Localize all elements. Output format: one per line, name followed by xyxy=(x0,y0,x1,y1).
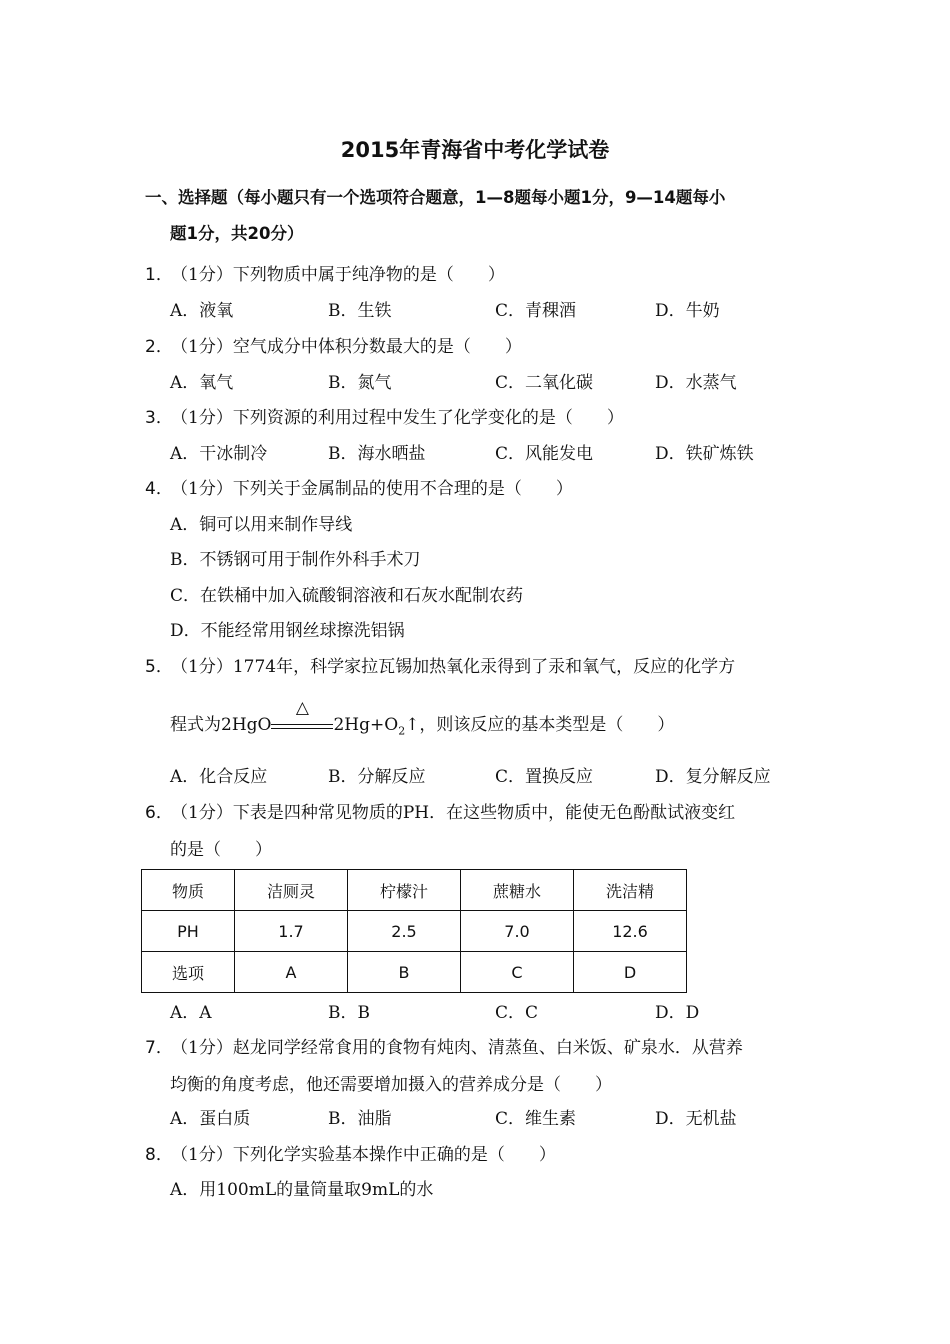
table-row xyxy=(142,870,687,911)
heat-condition-sign xyxy=(271,697,333,736)
option-d: D．D xyxy=(655,1003,700,1023)
table-cell: PH xyxy=(142,911,235,952)
option-d: D．无机盐 xyxy=(655,1109,737,1129)
equation-product: 2Hg+O xyxy=(333,715,399,735)
question-3 xyxy=(145,403,825,428)
option-d: D．不能经常用钢丝球擦洗铝锅 xyxy=(170,621,405,641)
equation-reactant: 程式为2HgO xyxy=(170,715,272,735)
question-4 xyxy=(145,474,825,499)
question-number: 5． xyxy=(145,657,173,677)
table-cell: 选项 xyxy=(142,952,235,993)
option-b: B．分解反应 xyxy=(328,767,426,787)
table-cell: 柠檬汁 xyxy=(348,870,461,911)
chemical-equation-line xyxy=(170,697,675,738)
option-d: D．铁矿炼铁 xyxy=(655,444,754,464)
table-cell: A xyxy=(235,952,348,993)
section-heading-line2: 题1分，共20分） xyxy=(170,224,304,243)
option-a: A．A xyxy=(170,1003,212,1023)
question-text: （1分）空气成分中体积分数最大的是（ ） xyxy=(171,337,522,357)
question-1 xyxy=(145,260,825,285)
table-cell: 蔗糖水 xyxy=(461,870,574,911)
option-c: C．风能发电 xyxy=(495,444,594,464)
question-text: （1分）下列物质中属于纯净物的是（ ） xyxy=(171,265,505,285)
option-a: A．干冰制冷 xyxy=(170,444,268,464)
delta-icon: △ xyxy=(295,697,309,718)
question-2 xyxy=(145,332,825,357)
question-8 xyxy=(145,1140,825,1165)
option-a: A．化合反应 xyxy=(170,767,268,787)
question-text: （1分）下列关于金属制品的使用不合理的是（ ） xyxy=(171,479,573,499)
option-b: B．海水晒盐 xyxy=(328,444,426,464)
question-number: 1． xyxy=(145,265,173,285)
option-b: B．氮气 xyxy=(328,373,392,393)
page-title: 2015年青海省中考化学试卷 xyxy=(340,138,610,162)
table-cell: 洁厕灵 xyxy=(235,870,348,911)
question-number: 3． xyxy=(145,408,173,428)
question-text: （1分）赵龙同学经常食用的食物有炖肉、清蒸鱼、白米饭、矿泉水．从营养 xyxy=(171,1038,743,1058)
question-number: 8． xyxy=(145,1145,173,1165)
section-heading-line1: 一、选择题（每小题只有一个选项符合题意，1—8题每小题1分，9—14题每小 xyxy=(145,188,726,207)
ph-table xyxy=(141,869,687,993)
table-row xyxy=(142,952,687,993)
table-cell: 1.7 xyxy=(235,911,348,952)
option-d: D．水蒸气 xyxy=(655,373,737,393)
option-b: B．不锈钢可用于制作外科手术刀 xyxy=(170,550,421,570)
table-cell: 2.5 xyxy=(348,911,461,952)
table-cell: 物质 xyxy=(142,870,235,911)
table-cell: B xyxy=(348,952,461,993)
option-d: D．复分解反应 xyxy=(655,767,771,787)
question-text-line2: 的是（ ） xyxy=(170,840,272,860)
equation-subscript: 2 xyxy=(398,724,406,738)
option-d: D．牛奶 xyxy=(655,301,720,321)
section-heading xyxy=(145,180,825,252)
table-cell: D xyxy=(574,952,687,993)
equation-tail: ↑，则该反应的基本类型是（ ） xyxy=(405,715,675,735)
table-cell: 12.6 xyxy=(574,911,687,952)
option-b: B．生铁 xyxy=(328,301,392,321)
table-cell: C xyxy=(461,952,574,993)
table-cell: 7.0 xyxy=(461,911,574,952)
question-text: （1分）下列化学实验基本操作中正确的是（ ） xyxy=(171,1145,556,1165)
option-c: C．二氧化碳 xyxy=(495,373,594,393)
option-c: C．维生素 xyxy=(495,1109,577,1129)
question-text: （1分）下表是四种常见物质的PH．在这些物质中，能使无色酚酞试液变红 xyxy=(171,803,736,823)
option-c: C．C xyxy=(495,1003,539,1023)
question-text-line2: 均衡的角度考虑，他还需要增加摄入的营养成分是（ ） xyxy=(170,1075,612,1095)
table-row xyxy=(142,911,687,952)
option-b: B．油脂 xyxy=(328,1109,392,1129)
question-number: 7． xyxy=(145,1038,173,1058)
option-a: A．氧气 xyxy=(170,373,234,393)
question-number: 4． xyxy=(145,479,173,499)
option-a: A．液氧 xyxy=(170,301,234,321)
option-a: A．铜可以用来制作导线 xyxy=(170,515,353,535)
option-a: A．用100mL的量筒量取9mL的水 xyxy=(170,1180,434,1200)
question-text: （1分）1774年，科学家拉瓦锡加热氧化汞得到了汞和氧气，反应的化学方 xyxy=(171,657,736,677)
option-c: C．青稞酒 xyxy=(495,301,577,321)
question-number: 6． xyxy=(145,803,173,823)
option-c: C．在铁桶中加入硫酸铜溶液和石灰水配制农药 xyxy=(170,586,524,606)
option-a: A．蛋白质 xyxy=(170,1109,251,1129)
question-text: （1分）下列资源的利用过程中发生了化学变化的是（ ） xyxy=(171,408,624,428)
option-b: B．B xyxy=(328,1003,370,1023)
question-5 xyxy=(145,652,825,677)
question-6 xyxy=(145,798,825,823)
option-c: C．置换反应 xyxy=(495,767,594,787)
table-cell: 洗洁精 xyxy=(574,870,687,911)
question-number: 2． xyxy=(145,337,173,357)
question-7 xyxy=(145,1033,825,1058)
